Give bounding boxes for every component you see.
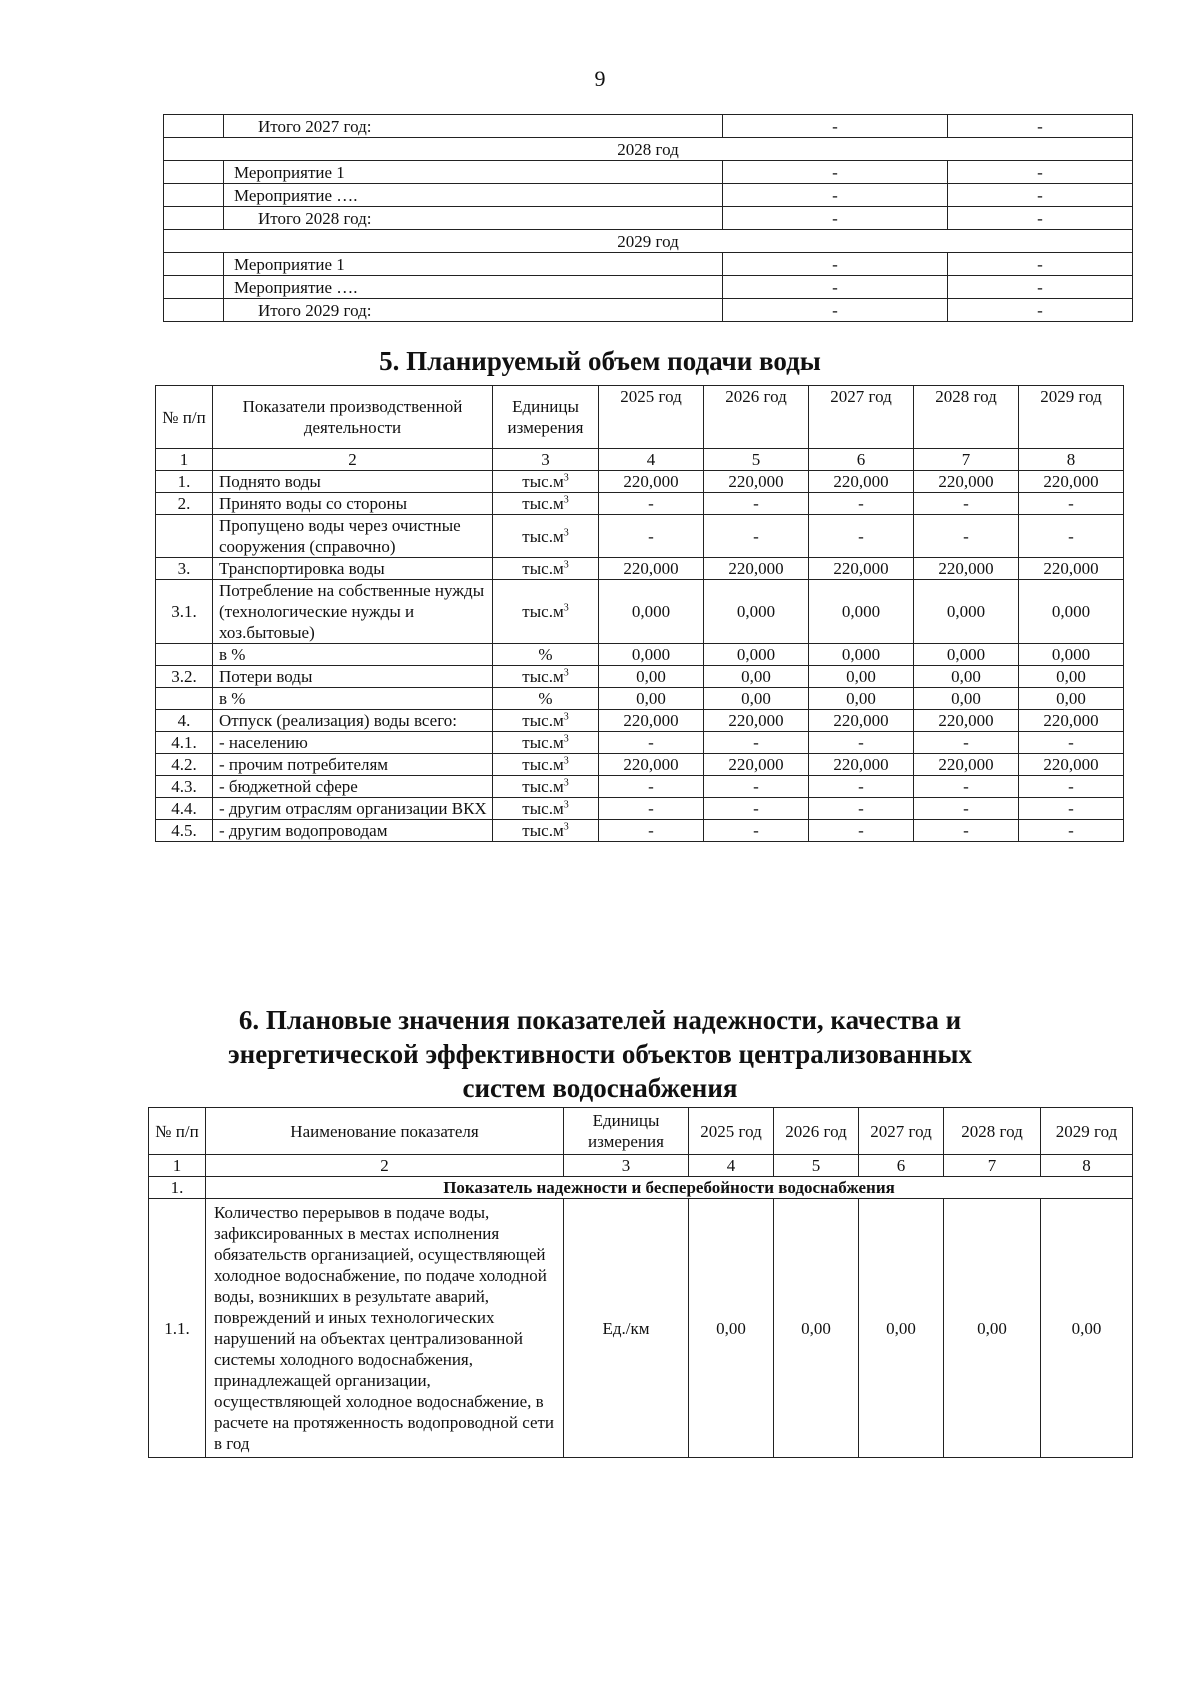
value-cell: 0,000	[1019, 580, 1124, 644]
cost-value: -	[723, 276, 948, 299]
header-row	[156, 386, 1124, 449]
measures-table	[163, 114, 1133, 322]
value-cell: 0,00	[704, 688, 809, 710]
cell-blank	[164, 184, 224, 207]
unit-superscript: 3	[563, 733, 569, 745]
total-label: Итого 2028 год:	[224, 207, 723, 230]
unit-text: тыс.м	[522, 755, 564, 774]
measure-label: Мероприятие 1	[224, 253, 723, 276]
value-cell: 220,000	[1019, 558, 1124, 580]
unit-superscript: 3	[563, 711, 569, 723]
unit-superscript: 3	[563, 821, 569, 833]
value-cell: 220,000	[704, 710, 809, 732]
value-cell: -	[704, 820, 809, 842]
unit-text: тыс.м	[522, 733, 564, 752]
cell-blank	[164, 253, 224, 276]
group-number: 1.	[149, 1177, 206, 1199]
unit	[493, 754, 599, 776]
value-cell: 0,00	[599, 688, 704, 710]
column-header: № п/п	[149, 1108, 206, 1155]
column-number: 4	[689, 1155, 774, 1177]
unit	[493, 666, 599, 688]
column-number: 5	[774, 1155, 859, 1177]
row-number: 2.	[156, 493, 213, 515]
indicator-name: Потери воды	[213, 666, 493, 688]
cost-value: -	[948, 276, 1133, 299]
unit-superscript: 3	[563, 777, 569, 789]
column-header: 2029 год	[1019, 386, 1124, 449]
measure-label: Мероприятие 1	[224, 161, 723, 184]
table-row	[149, 1199, 1133, 1458]
row-number: 4.2.	[156, 754, 213, 776]
table-row	[156, 644, 1124, 666]
unit	[493, 710, 599, 732]
value-cell: -	[599, 493, 704, 515]
unit-text: тыс.м	[522, 667, 564, 686]
column-header: Единицы измерения	[564, 1108, 689, 1155]
row-number: 3.2.	[156, 666, 213, 688]
cell-blank	[164, 276, 224, 299]
value-cell: -	[1019, 820, 1124, 842]
value-cell: 0,00	[704, 666, 809, 688]
value-cell: -	[809, 515, 914, 558]
unit-superscript: 3	[563, 602, 569, 614]
unit: Ед./км	[564, 1199, 689, 1458]
unit-text: тыс.м	[522, 526, 564, 546]
cost-value: -	[948, 299, 1133, 322]
column-number-row	[156, 449, 1124, 471]
unit	[493, 776, 599, 798]
column-number: 3	[564, 1155, 689, 1177]
unit	[493, 820, 599, 842]
value-cell: -	[704, 493, 809, 515]
cost-value: -	[948, 161, 1133, 184]
value-cell: -	[809, 493, 914, 515]
table-row	[164, 184, 1133, 207]
table-row	[156, 776, 1124, 798]
water-supply-table	[155, 385, 1124, 842]
row-number	[156, 515, 213, 558]
value-cell: 220,000	[914, 471, 1019, 493]
value-cell: 0,00	[809, 688, 914, 710]
indicator-name: Отпуск (реализация) воды всего:	[213, 710, 493, 732]
indicator-name: Транспортировка воды	[213, 558, 493, 580]
table-row	[156, 471, 1124, 493]
row-number: 4.	[156, 710, 213, 732]
page-number: 9	[594, 66, 606, 91]
value-cell: 0,000	[809, 644, 914, 666]
unit-text: тыс.м	[522, 799, 564, 818]
indicator-name: Поднято воды	[213, 471, 493, 493]
year-header: 2029 год	[164, 230, 1133, 253]
column-header: Наименование показателя	[206, 1108, 564, 1155]
value-cell: 0,000	[599, 644, 704, 666]
value-cell: 0,00	[599, 666, 704, 688]
value-cell: -	[1019, 776, 1124, 798]
measure-label: Мероприятие ….	[224, 276, 723, 299]
value-cell: -	[914, 776, 1019, 798]
value-cell: -	[914, 515, 1019, 558]
value-cell: -	[599, 732, 704, 754]
column-number: 6	[859, 1155, 944, 1177]
unit	[493, 732, 599, 754]
row-number	[156, 688, 213, 710]
cost-value: -	[723, 253, 948, 276]
value-cell: -	[914, 798, 1019, 820]
value-cell: 220,000	[704, 558, 809, 580]
value-cell: -	[809, 776, 914, 798]
column-number: 8	[1041, 1155, 1133, 1177]
value-cell: -	[704, 515, 809, 558]
unit-text: %	[538, 645, 553, 664]
column-header: 2027 год	[859, 1108, 944, 1155]
column-number: 1	[149, 1155, 206, 1177]
indicator-name: - другим отраслям организации ВКХ	[213, 798, 493, 820]
table-row	[164, 230, 1133, 253]
value-cell: -	[1019, 798, 1124, 820]
row-number: 3.1.	[156, 580, 213, 644]
value-cell: -	[1019, 732, 1124, 754]
value-cell: 0,00	[774, 1199, 859, 1458]
unit-text: тыс.м	[522, 821, 564, 840]
unit-text: тыс.м	[522, 472, 564, 491]
value-cell: -	[809, 798, 914, 820]
unit	[493, 580, 599, 644]
value-cell: 0,00	[1019, 688, 1124, 710]
column-header: Показатели производственной деятельности	[213, 386, 493, 449]
table-row	[164, 138, 1133, 161]
value-cell: 0,000	[1019, 644, 1124, 666]
unit-superscript: 3	[563, 559, 569, 571]
value-cell: -	[1019, 493, 1124, 515]
value-cell: 220,000	[809, 558, 914, 580]
unit	[493, 515, 599, 558]
value-cell: -	[914, 493, 1019, 515]
total-label: Итого 2029 год:	[224, 299, 723, 322]
unit-superscript: 3	[563, 526, 569, 538]
unit-text: тыс.м	[522, 559, 564, 578]
value-cell: -	[914, 820, 1019, 842]
cost-value: -	[723, 115, 948, 138]
value-cell: 220,000	[704, 754, 809, 776]
indicator-name: - другим водопроводам	[213, 820, 493, 842]
row-number: 1.	[156, 471, 213, 493]
column-number: 5	[704, 449, 809, 471]
value-cell: -	[809, 732, 914, 754]
value-cell: -	[599, 515, 704, 558]
value-cell: 220,000	[1019, 754, 1124, 776]
indicator-name: - населению	[213, 732, 493, 754]
column-header: 2025 год	[689, 1108, 774, 1155]
value-cell: -	[704, 732, 809, 754]
value-cell: 220,000	[914, 558, 1019, 580]
table-row	[156, 754, 1124, 776]
unit	[493, 493, 599, 515]
value-cell: 220,000	[809, 710, 914, 732]
unit-text: тыс.м	[522, 777, 564, 796]
unit-superscript: 3	[563, 755, 569, 767]
value-cell: -	[704, 776, 809, 798]
indicator-name: в %	[213, 644, 493, 666]
table-row	[156, 798, 1124, 820]
column-number: 7	[944, 1155, 1041, 1177]
value-cell: 220,000	[599, 710, 704, 732]
cost-value: -	[948, 207, 1133, 230]
row-number: 4.1.	[156, 732, 213, 754]
value-cell: 220,000	[704, 471, 809, 493]
value-cell: -	[809, 820, 914, 842]
column-header: 2027 год	[809, 386, 914, 449]
value-cell: 220,000	[809, 471, 914, 493]
column-number: 4	[599, 449, 704, 471]
year-header: 2028 год	[164, 138, 1133, 161]
column-header: 2028 год	[944, 1108, 1041, 1155]
row-number: 4.5.	[156, 820, 213, 842]
value-cell: 220,000	[1019, 710, 1124, 732]
unit-superscript: 3	[563, 494, 569, 506]
row-number: 4.3.	[156, 776, 213, 798]
cell-blank	[164, 299, 224, 322]
reliability-table	[148, 1107, 1133, 1458]
value-cell: 0,000	[914, 644, 1019, 666]
column-number: 3	[493, 449, 599, 471]
value-cell: 220,000	[599, 754, 704, 776]
row-number: 1.1.	[149, 1199, 206, 1458]
unit-text: тыс.м	[522, 711, 564, 730]
table-row	[156, 580, 1124, 644]
section5-title: 5. Планируемый объем подачи воды	[379, 346, 821, 376]
value-cell: 0,00	[914, 666, 1019, 688]
value-cell: 0,00	[944, 1199, 1041, 1458]
table-row	[156, 688, 1124, 710]
table-row	[164, 207, 1133, 230]
column-header: 2025 год	[599, 386, 704, 449]
value-cell: -	[599, 820, 704, 842]
unit-text: тыс.м	[522, 494, 564, 513]
cost-value: -	[948, 184, 1133, 207]
section6-title: 6. Плановые значения показателей надежности, качества и энергетической эффективности объектов централизованных систем водоснабжения	[227, 1005, 972, 1103]
table-row	[156, 558, 1124, 580]
cost-value: -	[948, 115, 1133, 138]
value-cell: 0,000	[704, 580, 809, 644]
value-cell: 220,000	[599, 558, 704, 580]
value-cell: -	[704, 798, 809, 820]
column-header: 2026 год	[704, 386, 809, 449]
value-cell: 220,000	[914, 710, 1019, 732]
value-cell: 0,000	[704, 644, 809, 666]
value-cell: 0,00	[809, 666, 914, 688]
column-header: 2028 год	[914, 386, 1019, 449]
value-cell: 0,00	[1019, 666, 1124, 688]
column-number: 2	[213, 449, 493, 471]
table-row	[164, 161, 1133, 184]
value-cell: 0,00	[689, 1199, 774, 1458]
table-row	[164, 299, 1133, 322]
measure-label: Мероприятие ….	[224, 184, 723, 207]
table-row	[156, 710, 1124, 732]
value-cell: 0,00	[914, 688, 1019, 710]
value-cell: 220,000	[599, 471, 704, 493]
value-cell: -	[1019, 515, 1124, 558]
cost-value: -	[948, 253, 1133, 276]
indicator-name: Пропущено воды через очистные сооружения (справочно)	[213, 515, 493, 558]
value-cell: 0,000	[809, 580, 914, 644]
table-row	[156, 820, 1124, 842]
cost-value: -	[723, 184, 948, 207]
column-number: 6	[809, 449, 914, 471]
row-number: 4.4.	[156, 798, 213, 820]
value-cell: 220,000	[1019, 471, 1124, 493]
unit	[493, 471, 599, 493]
unit	[493, 798, 599, 820]
table-row	[164, 253, 1133, 276]
unit	[493, 558, 599, 580]
unit	[493, 688, 599, 710]
unit-superscript: 3	[563, 667, 569, 679]
cell-blank	[164, 207, 224, 230]
cell-blank	[164, 115, 224, 138]
cost-value: -	[723, 161, 948, 184]
table-row	[156, 666, 1124, 688]
column-header: 2026 год	[774, 1108, 859, 1155]
indicator-name: - бюджетной сфере	[213, 776, 493, 798]
indicator-name: Потребление на собственные нужды (технологические нужды и хоз.бытовые)	[213, 580, 493, 644]
value-cell: 220,000	[914, 754, 1019, 776]
value-cell: -	[599, 776, 704, 798]
indicator-name: - прочим потребителям	[213, 754, 493, 776]
unit-text: %	[538, 689, 553, 708]
unit-superscript: 3	[563, 472, 569, 484]
total-label: Итого 2027 год:	[224, 115, 723, 138]
table-row	[156, 732, 1124, 754]
table-row	[156, 493, 1124, 515]
unit-superscript: 3	[563, 799, 569, 811]
cost-value: -	[723, 207, 948, 230]
header-row	[149, 1108, 1133, 1155]
table-row	[164, 276, 1133, 299]
value-cell: -	[599, 798, 704, 820]
value-cell: 0,000	[599, 580, 704, 644]
column-header: № п/п	[156, 386, 213, 449]
cell-blank	[164, 161, 224, 184]
column-header: 2029 год	[1041, 1108, 1133, 1155]
column-header: Единицы измерения	[493, 386, 599, 449]
unit	[493, 644, 599, 666]
indicator-name: Принято воды со стороны	[213, 493, 493, 515]
group-row	[149, 1177, 1133, 1199]
value-cell: 220,000	[809, 754, 914, 776]
indicator-name: Количество перерывов в подаче воды, зафиксированных в местах исполнения обязательств организацией, осуществляющей холодное водоснабжение, по подаче холодной воды, возникших в результате аварий, повреждений и иных технологических нарушений на объектах централизованной системы холодного водоснабжения, принадлежащей организации, осуществляющей холодное водоснабжение, в расчете на протяженность водопроводной сети в год	[206, 1199, 564, 1458]
unit-text: тыс.м	[522, 602, 564, 621]
indicator-name: в %	[213, 688, 493, 710]
column-number: 1	[156, 449, 213, 471]
column-number: 2	[206, 1155, 564, 1177]
group-label: Показатель надежности и бесперебойности водоснабжения	[206, 1177, 1133, 1199]
column-number-row	[149, 1155, 1133, 1177]
row-number	[156, 644, 213, 666]
value-cell: -	[914, 732, 1019, 754]
table-row	[164, 115, 1133, 138]
cost-value: -	[723, 299, 948, 322]
value-cell: 0,000	[914, 580, 1019, 644]
column-number: 7	[914, 449, 1019, 471]
column-number: 8	[1019, 449, 1124, 471]
value-cell: 0,00	[1041, 1199, 1133, 1458]
value-cell: 0,00	[859, 1199, 944, 1458]
row-number: 3.	[156, 558, 213, 580]
table-row	[156, 515, 1124, 558]
